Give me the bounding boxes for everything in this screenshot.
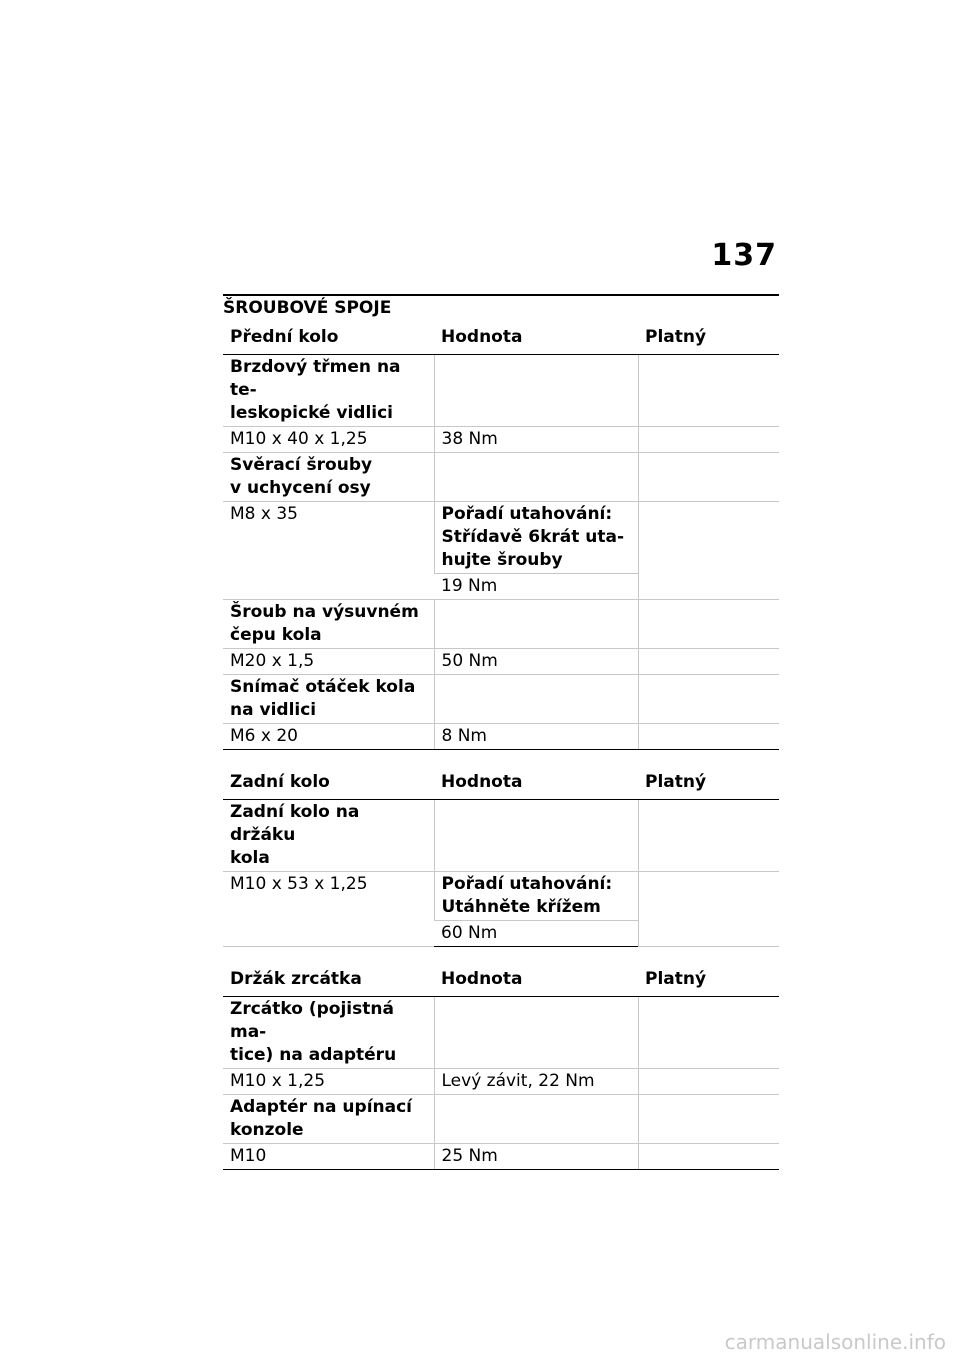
component-row — [223, 453, 779, 502]
fastener-spec: M10 x 1,25 — [223, 1069, 434, 1095]
table-gap — [223, 750, 779, 768]
valid-cell — [638, 453, 779, 502]
header-valid: Platný — [638, 965, 779, 997]
torque-value: 19 Nm — [434, 574, 638, 600]
valid-cell — [638, 997, 779, 1069]
valid-cell — [638, 1144, 779, 1170]
fastener-spec: M10 — [223, 1144, 434, 1170]
section-heading: ŠROUBOVÉ SPOJE — [223, 298, 392, 318]
valid-cell — [638, 675, 779, 724]
component-name: Šroub na výsuvném čepu kola — [223, 600, 434, 649]
torque-value: 25 Nm — [434, 1144, 638, 1170]
torque-value: 60 Nm — [434, 921, 638, 947]
table-row — [223, 502, 779, 574]
valid-cell — [638, 1069, 779, 1095]
valid-cell — [638, 724, 779, 750]
torque-value — [434, 600, 638, 649]
valid-cell — [638, 800, 779, 872]
valid-cell — [638, 1095, 779, 1144]
component-row — [223, 1095, 779, 1144]
component-row — [223, 800, 779, 872]
component-row — [223, 997, 779, 1069]
component-row — [223, 355, 779, 427]
valid-cell — [638, 427, 779, 453]
header-valid: Platný — [638, 768, 779, 800]
fastener-spec: M8 x 35 — [223, 502, 434, 600]
top-rule — [223, 294, 779, 296]
header-component: Přední kolo — [223, 323, 434, 355]
component-name: Svěrací šrouby v uchycení osy — [223, 453, 434, 502]
table-row — [223, 427, 779, 453]
component-name: Snímač otáček kola na vidlici — [223, 675, 434, 724]
table-row — [223, 1069, 779, 1095]
table-row — [223, 649, 779, 675]
component-name: Zadní kolo na držáku kola — [223, 800, 434, 872]
torque-tables — [223, 323, 779, 1170]
component-row — [223, 675, 779, 724]
page-number: 137 — [711, 238, 777, 273]
component-name: Adaptér na upínací konzole — [223, 1095, 434, 1144]
fastener-spec: M10 x 53 x 1,25 — [223, 872, 434, 947]
table-gap — [223, 947, 779, 965]
torque-value: 38 Nm — [434, 427, 638, 453]
torque-value — [434, 997, 638, 1069]
component-name: Zrcátko (pojistná ma- tice) na adaptéru — [223, 997, 434, 1069]
table-row — [223, 1144, 779, 1170]
torque-value — [434, 453, 638, 502]
header-component: Držák zrcátka — [223, 965, 434, 997]
torque-table — [223, 965, 779, 1170]
header-value: Hodnota — [434, 323, 638, 355]
header-valid: Platný — [638, 323, 779, 355]
torque-table — [223, 768, 779, 947]
torque-value — [434, 675, 638, 724]
table-row — [223, 724, 779, 750]
valid-cell — [638, 502, 779, 600]
torque-value: 8 Nm — [434, 724, 638, 750]
fastener-spec: M6 x 20 — [223, 724, 434, 750]
torque-table — [223, 323, 779, 750]
table-row — [223, 872, 779, 921]
fastener-spec: M10 x 40 x 1,25 — [223, 427, 434, 453]
component-name: Brzdový třmen na te- leskopické vidlici — [223, 355, 434, 427]
tightening-instruction: Pořadí utahování: Střídavě 6krát uta- hujte šrouby — [434, 502, 638, 574]
torque-value — [434, 1095, 638, 1144]
torque-value: Levý závit, 22 Nm — [434, 1069, 638, 1095]
header-value: Hodnota — [434, 768, 638, 800]
torque-value — [434, 800, 638, 872]
valid-cell — [638, 355, 779, 427]
torque-value — [434, 355, 638, 427]
component-row — [223, 600, 779, 649]
torque-value: 50 Nm — [434, 649, 638, 675]
valid-cell — [638, 872, 779, 947]
valid-cell — [638, 600, 779, 649]
valid-cell — [638, 649, 779, 675]
header-value: Hodnota — [434, 965, 638, 997]
header-component: Zadní kolo — [223, 768, 434, 800]
watermark: carmanualsonline.info — [724, 1330, 946, 1354]
tightening-instruction: Pořadí utahování: Utáhněte křížem — [434, 872, 638, 921]
fastener-spec: M20 x 1,5 — [223, 649, 434, 675]
